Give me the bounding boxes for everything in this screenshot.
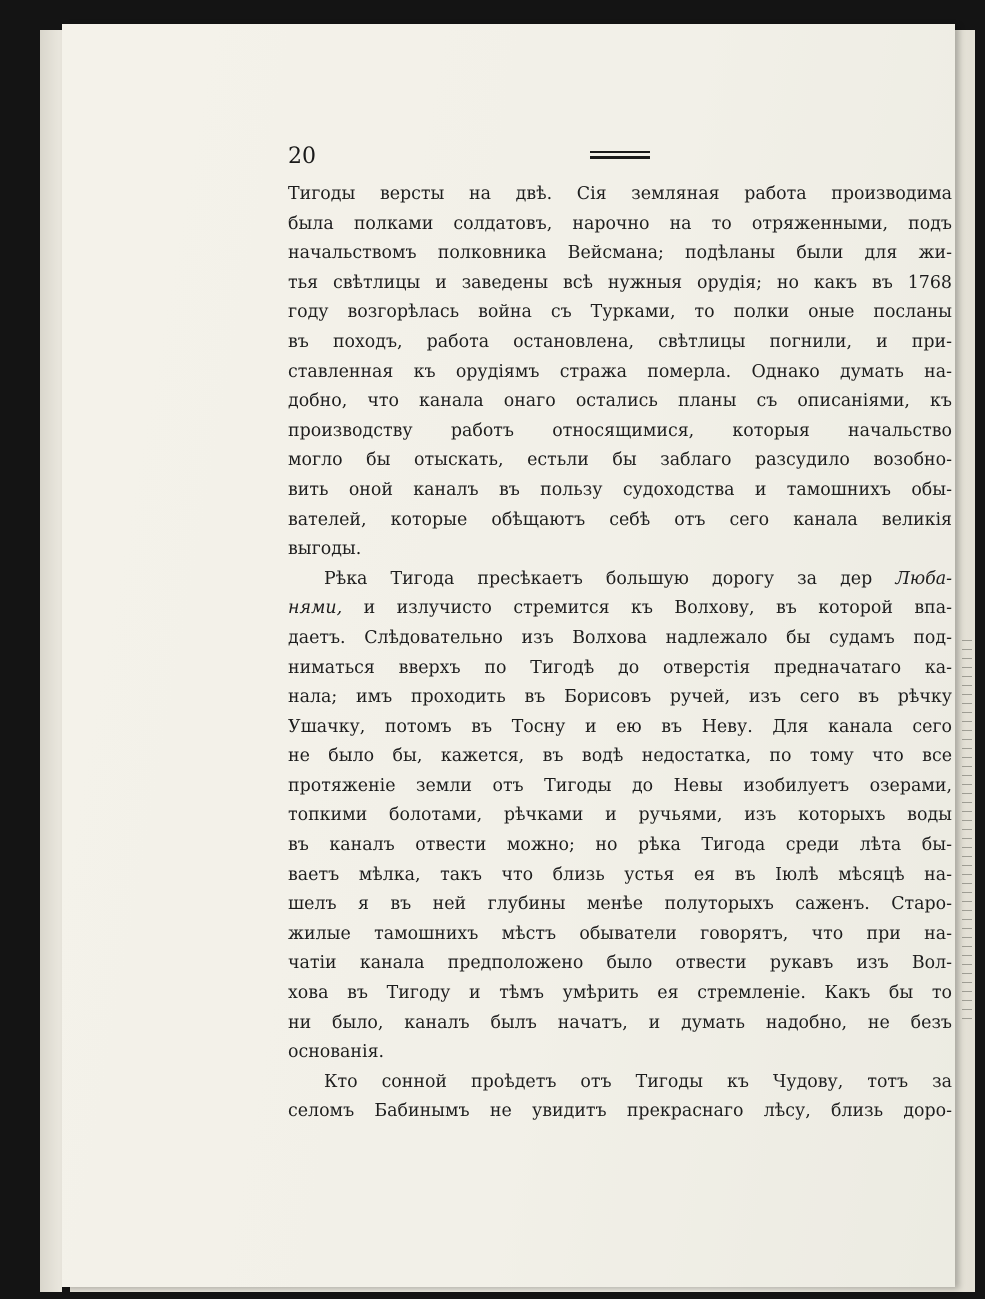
italic-word: Люба-: [895, 568, 952, 589]
text-line: ставленная къ орудіямъ стража померла. Однако думать на-: [288, 361, 952, 382]
text-line: Кто сонной проѣдетъ отъ Тигоды къ Чудову, тотъ за: [324, 1071, 952, 1092]
page-edge: [40, 30, 62, 1292]
text-line: шелъ я въ ней глубины менѣе полуторыхъ саженъ. Старо-: [288, 894, 952, 915]
text-fragment: и излучисто стремится къ Волхову, въ которой впа-: [363, 598, 952, 619]
header-rule-thick: [590, 156, 650, 159]
page-number: 20: [288, 144, 316, 169]
text-line: нала; имъ проходить въ Борисовъ ручей, изъ сего въ рѣчку: [288, 687, 952, 708]
text-line: чатіи канала предположено было отвести рукавъ изъ Вол-: [288, 953, 952, 974]
text-line: топкими болотами, рѣчками и ручьями, изъ которыхъ воды: [288, 805, 952, 826]
text-line: въ каналъ отвести можно; но рѣка Тигода среди лѣта бы-: [288, 835, 952, 856]
text-line: выгоды.: [288, 539, 362, 560]
text-line: жилые тамошнихъ мѣстъ обыватели говорятъ, что при на-: [288, 923, 952, 944]
body-text: [288, 180, 952, 1127]
text-line: тья свѣтлицы и заведены всѣ нужныя орудія; но какъ въ 1768: [288, 272, 952, 293]
text-line: протяженіе земли отъ Тигоды до Невы изобилуетъ озерами,: [288, 775, 952, 796]
text-line: ни было, каналъ былъ начатъ, и думать надобно, не безъ: [288, 1012, 952, 1033]
text-line: производству работъ относящимися, которыя начальство: [288, 420, 952, 441]
text-line: вателей, которые обѣщаютъ себѣ отъ сего канала великія: [288, 509, 952, 530]
text-line: ваетъ мѣлка, такъ что близь устья ея въ Іюлѣ мѣсяцѣ на-: [288, 864, 952, 885]
text-line: Ушачку, потомъ въ Тосну и ею въ Неву. Для канала сего: [288, 716, 952, 737]
ruler-ticks: [962, 640, 972, 1020]
text-line-second: [288, 594, 952, 624]
text-line: была полками солдатовъ, нарочно на то отряженными, подъ: [288, 213, 952, 234]
header-rule: [590, 151, 650, 153]
text-line: могло бы отыскать, естьли бы заблаго разсудило возобно-: [288, 450, 952, 471]
text-line: добно, что канала онаго остались планы съ описаніями, къ: [288, 391, 952, 412]
text-line: вить оной каналъ въ пользу судоходства и тамошнихъ обы-: [288, 479, 952, 500]
text-line: Тигоды версты на двѣ. Сія земляная работа производима: [288, 184, 952, 204]
text-line: ниматься вверхъ по Тигодѣ до отверстія предначатаго ка-: [288, 657, 952, 678]
text-line: основанія.: [288, 1042, 385, 1063]
text-line: селомъ Бабинымъ не увидитъ прекраснаго лѣсу, близь доро-: [288, 1101, 952, 1122]
text-line: въ походъ, работа остановлена, свѣтлицы погнили, и при-: [288, 331, 952, 352]
text-line: хова въ Тигоду и тѣмъ умѣрить ея стремленіе. Какъ бы то: [288, 983, 952, 1004]
text-line: начальствомъ полковника Вейсмана; подѣланы были для жи-: [288, 243, 952, 264]
text-line: году возгорѣлась война съ Турками, то полки оные посланы: [288, 302, 952, 323]
italic-word: нями,: [288, 598, 343, 619]
text-line: не было бы, кажется, въ водѣ недостатка, по тому что все: [288, 746, 952, 767]
page-header: [288, 142, 952, 176]
text-line: даетъ. Слѣдовательно изъ Волхова надлежало бы судамъ под-: [288, 627, 952, 648]
text-fragment: Рѣка Тигода пресѣкаетъ большую дорогу за дер: [324, 568, 873, 589]
text-line-first: [288, 565, 952, 595]
